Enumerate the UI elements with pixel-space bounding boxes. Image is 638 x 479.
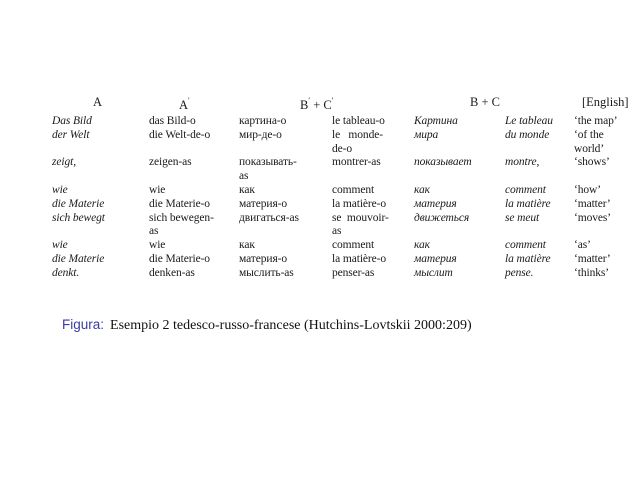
table-cell-de: der Welt: [52, 128, 90, 141]
table-cell-de: die Materie: [52, 253, 105, 265]
table-cell-fr2: la matière: [505, 197, 551, 210]
table-cell-fr: comment: [332, 184, 375, 196]
table-cell-en: ‘as’: [574, 239, 591, 252]
table-cell-ru: как: [239, 184, 255, 196]
table-cell-ru2: показывает: [414, 156, 472, 169]
table-cell-ru2: как: [414, 184, 430, 196]
table-cell-ru: показывать-: [239, 156, 297, 169]
caption-text: Esempio 2 tedesco-russo-francese (Hutchins-Lovtskii 2000:209): [110, 318, 472, 333]
table-cell-ao: sich bewegen-: [149, 211, 214, 224]
translation-table: [52, 95, 638, 295]
table-cell-ru2: Картина: [414, 115, 458, 127]
table-cell-de: Das Bild: [52, 115, 92, 127]
table-cell-ru2: как: [414, 239, 430, 252]
table-cell-en: ‘matter’: [574, 197, 611, 210]
table-cell-ao: die Materie-o: [149, 253, 210, 265]
header-b-prime-c-prime: B′ + C′: [300, 96, 334, 113]
table-cell-fr: le monde-: [332, 128, 383, 141]
table-cell-en: ‘of the: [574, 128, 604, 141]
table-cell-ao: die Welt-de-o: [149, 128, 211, 141]
table-cell-ru: двигаться-as: [239, 211, 299, 224]
table-cell-de: wie: [52, 239, 68, 252]
table-cell-fr: as: [332, 225, 342, 238]
table-cell-en: ‘shows’: [574, 156, 610, 169]
table-cell-fr2: comment: [505, 184, 546, 196]
table-cell-en: ‘thinks’: [574, 266, 609, 279]
table-cell-fr2: Le tableau: [505, 115, 553, 127]
table-cell-ru: материя-о: [239, 253, 288, 265]
caption-label: Figura:: [62, 317, 105, 332]
table-cell-fr: se mouvoir-: [332, 211, 389, 224]
table-cell-en: ‘matter’: [574, 253, 611, 265]
table-cell-fr2: se meut: [505, 211, 540, 224]
table-cell-fr: la matière-o: [332, 197, 387, 210]
table-cell-de: zeigt,: [52, 156, 76, 169]
table-cell-ao: wie: [149, 184, 166, 196]
table-cell-ao: wie: [149, 239, 166, 252]
table-cell-en: ‘how’: [574, 184, 601, 196]
table-cell-fr: le tableau-o: [332, 115, 385, 127]
table-cell-ao: das Bild-o: [149, 115, 196, 127]
table-cell-ru2: материя: [414, 197, 457, 210]
table-cell-en: ‘moves’: [574, 211, 611, 224]
table-cell-ru: мир-де-о: [239, 128, 282, 141]
table-cell-fr: la matière-o: [332, 253, 387, 265]
table-cell-fr2: du monde: [505, 128, 550, 141]
header-a: A: [93, 95, 103, 109]
table-cell-fr2: comment: [505, 239, 546, 252]
table-cell-ao: as: [149, 225, 159, 238]
table-cell-de: die Materie: [52, 197, 105, 210]
table-cell-ru2: мыслит: [414, 266, 453, 279]
table-cell-fr: penser-as: [332, 266, 375, 279]
table-cell-en: world’: [574, 142, 605, 155]
table-cell-de: sich bewegt: [52, 211, 105, 224]
table-cell-ru: as: [239, 170, 249, 183]
table-cell-ru: картина-о: [239, 115, 287, 127]
table-cell-fr: de-o: [332, 142, 353, 155]
table-cell-en: ‘the map’: [574, 115, 618, 127]
table-cell-de: denkt.: [52, 266, 80, 279]
table-cell-ru: материя-о: [239, 197, 288, 210]
table-cell-ao: die Materie-o: [149, 197, 210, 210]
table-cell-de: wie: [52, 184, 68, 196]
table-cell-ru2: мира: [414, 128, 439, 141]
table-cell-fr2: pense.: [505, 266, 534, 279]
table-cell-ao: zeigen-as: [149, 156, 192, 169]
figure-caption: [62, 317, 472, 334]
table-cell-fr2: montre,: [505, 156, 540, 169]
table-cell-ao: denken-as: [149, 266, 195, 279]
table-cell-ru2: движеться: [414, 211, 470, 224]
header-english: [English]: [582, 95, 629, 109]
table-cell-ru: мыслить-as: [239, 266, 294, 279]
header-b-c: B + C: [470, 95, 500, 109]
table-cell-fr: comment: [332, 239, 375, 252]
table-cell-ru2: материя: [414, 253, 457, 265]
table-cell-ru: как: [239, 239, 255, 252]
header-a-prime: A′: [179, 96, 190, 113]
table-cell-fr2: la matière: [505, 253, 551, 265]
table-cell-fr: montrer-as: [332, 156, 381, 169]
